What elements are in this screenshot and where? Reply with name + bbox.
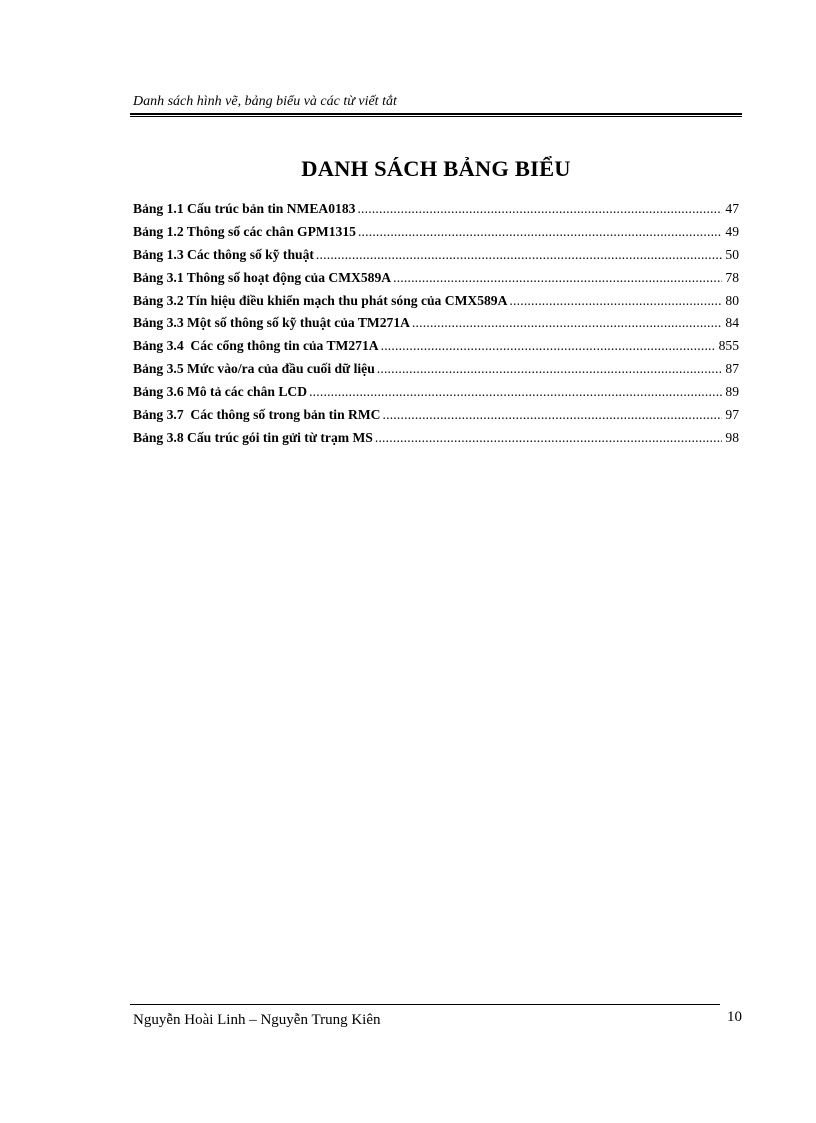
toc-entry[interactable]	[133, 224, 739, 247]
dot-leader	[358, 224, 722, 240]
toc-entry[interactable]	[133, 201, 739, 224]
toc-entry-page: 855	[718, 338, 739, 354]
toc-entry[interactable]	[133, 361, 739, 384]
toc-entry-page: 78	[725, 269, 739, 285]
page-title: DANH SÁCH BẢNG BIỂU	[301, 156, 571, 181]
toc-entry-page: 50	[725, 246, 739, 262]
toc-entry-label: Bảng 1.3 Các thông số kỹ thuật	[133, 246, 314, 262]
toc-entry-label: Bảng 1.1 Cấu trúc bản tin NMEA0183	[133, 201, 356, 216]
dot-leader	[309, 384, 722, 400]
toc-entry-label: Bảng 3.6 Mô tả các chân LCD	[133, 384, 308, 400]
toc-entry[interactable]	[133, 338, 739, 361]
toc-entry[interactable]	[133, 293, 739, 316]
dot-leader	[412, 315, 722, 331]
footer-rule	[130, 1004, 720, 1005]
toc-entry[interactable]	[133, 247, 739, 270]
dot-leader	[377, 361, 723, 377]
toc-entry-page: 80	[725, 292, 739, 308]
toc-entry-label: Bảng 3.8 Cấu trúc gói tin gửi từ trạm MS	[133, 429, 373, 445]
toc-entry-label: Bảng 3.2 Tín hiệu điều khiển mạch thu phát sóng của CMX589A	[133, 292, 508, 308]
dot-leader	[316, 247, 722, 263]
toc-entry[interactable]	[133, 384, 739, 407]
toc-entry-label: Bảng 3.5 Mức vào/ra của đầu cuối dữ liệu	[133, 361, 375, 377]
toc-entry-page: 98	[725, 429, 739, 445]
footer-authors: Nguyễn Hoài Linh – Nguyễn Trung Kiên	[133, 1012, 381, 1028]
dot-leader	[357, 201, 722, 217]
dot-leader	[393, 270, 722, 286]
toc-entry[interactable]	[133, 270, 739, 293]
toc-entry-label: Bảng 1.2 Thông số các chân GPM1315	[133, 223, 356, 239]
toc-entry-page: 87	[725, 361, 739, 377]
toc-entry-page: 84	[725, 315, 739, 331]
dot-leader	[383, 407, 723, 423]
toc-entry[interactable]	[133, 315, 739, 338]
toc-entry[interactable]	[133, 407, 739, 430]
dot-leader	[375, 430, 723, 446]
toc-entry-page: 49	[725, 223, 739, 239]
page-number: 10	[727, 1009, 742, 1025]
toc-entry-label: Bảng 3.3 Một số thông số kỹ thuật của TM271A	[133, 315, 410, 331]
dot-leader	[381, 338, 716, 354]
table-list	[133, 201, 739, 453]
toc-entry-label: Bảng 3.4 Các cổng thông tin của TM271A	[133, 338, 379, 354]
toc-entry-page: 47	[725, 201, 739, 216]
running-header: Danh sách hình vẽ, bảng biểu và các từ viết tắt	[133, 94, 397, 109]
toc-entry[interactable]	[133, 430, 739, 453]
dot-leader	[509, 293, 722, 309]
toc-entry-page: 97	[725, 407, 739, 423]
toc-entry-page: 89	[725, 384, 739, 400]
header-rule	[130, 113, 742, 117]
toc-entry-label: Bảng 3.1 Thông số hoạt động của CMX589A	[133, 269, 392, 285]
toc-entry-label: Bảng 3.7 Các thông số trong bản tin RMC	[133, 407, 381, 423]
